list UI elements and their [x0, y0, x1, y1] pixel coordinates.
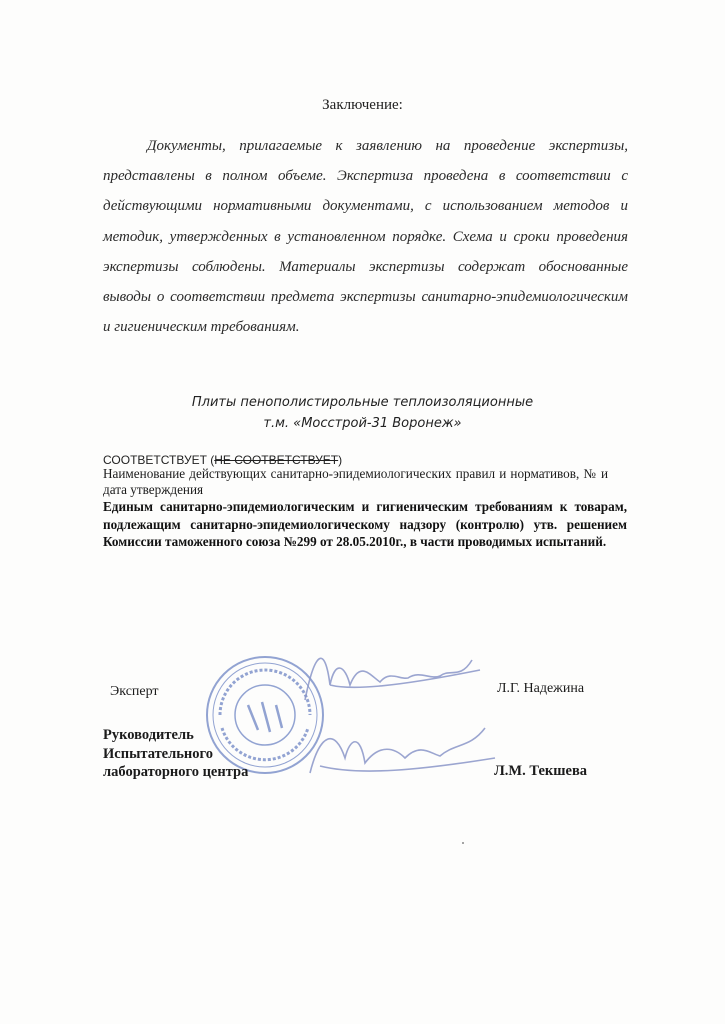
- product-line-2: т.м. «Мосстрой-31 Воронеж»: [263, 416, 462, 431]
- expert-role: Эксперт: [110, 684, 159, 699]
- conclusion-paragraph: [103, 131, 628, 342]
- speck: [462, 842, 464, 844]
- compliance-status: [103, 453, 342, 467]
- expert-name: Л.Г. Надежина: [497, 681, 585, 696]
- status-struck: НЕ СООТВЕТСТВУЕТ: [214, 453, 339, 467]
- head-role-line-2: Испытательного: [103, 745, 214, 762]
- norms-text: Единым санитарно-эпидемиологическим и гигиеническим требованиям к товарам, подлежащим санитарно-эпидемиологическому надзору (контролю) утв. решением Комиссии таможенного союза №299 от 28.05.2010г., в части проводимых испытаний.: [103, 499, 627, 549]
- conclusion-text: Документы, прилагаемые к заявлению на проведение экспертизы, представлены в полном объеме. Экспертиза проведена в соответствии с действующими нормативными документами, с использованием методов и методик, утвержденных в установленном порядке. Схема и сроки проведения экспертизы соблюдены. Материалы экспертизы содержат обоснованные выводы о соответствии предмета экспертизы санитарно-эпидемиологическим и гигиеническим требованиям.: [103, 138, 628, 336]
- conclusion-title: Заключение:: [322, 97, 403, 113]
- product-name: [0, 392, 725, 434]
- status-close: ): [338, 453, 343, 467]
- head-name: Л.М. Текшева: [494, 763, 588, 779]
- head-role: [103, 726, 248, 782]
- head-role-line-1: Руководитель: [103, 727, 194, 743]
- head-role-line-3: лабораторного центра: [103, 764, 249, 780]
- head-signature-icon: [300, 718, 500, 788]
- status-main: СООТВЕТСТВУЕТ (: [103, 453, 215, 467]
- norms-label: Наименование действующих санитарно-эпидемиологических правил и нормативов, № и дата утверждения: [103, 466, 608, 497]
- expert-signature-icon: [290, 640, 490, 710]
- product-line-1: Плиты пенополистирольные теплоизоляционные: [191, 395, 534, 410]
